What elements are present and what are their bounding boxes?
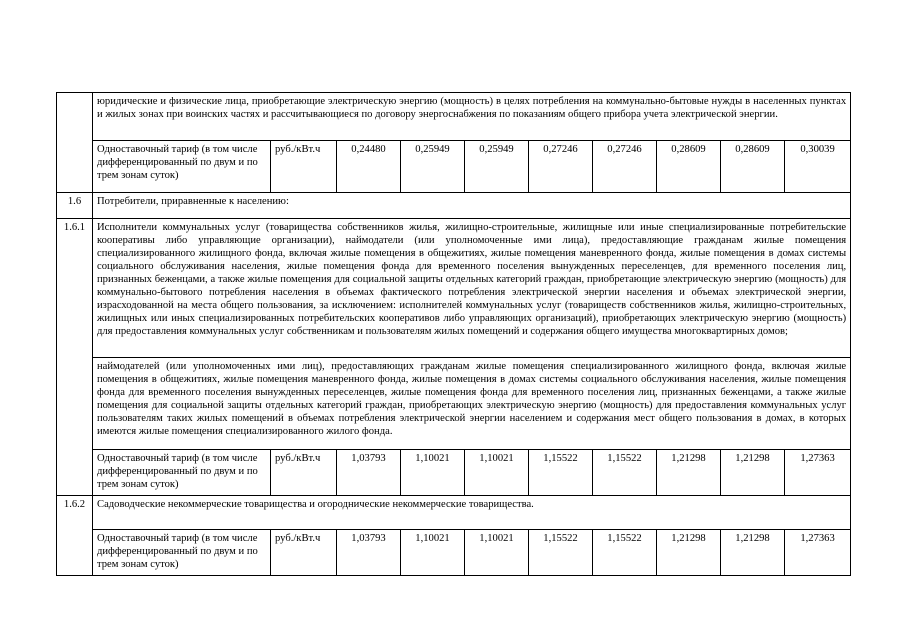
tariff-value: 1,15522: [593, 450, 657, 496]
table-row: [57, 93, 851, 141]
table-row: [57, 219, 851, 358]
tariff-unit: руб./кВт.ч: [271, 141, 337, 193]
tariff-value: 0,24480: [337, 141, 401, 193]
tariff-value: 1,15522: [529, 450, 593, 496]
tariff-value: 1,21298: [721, 450, 785, 496]
tariff-value: 0,27246: [529, 141, 593, 193]
tariff-value: 1,03793: [337, 450, 401, 496]
tariff-label: Одноставочный тариф (в том числе дифференцированный по двум и по трем зонам суток): [93, 141, 271, 193]
tariff-value: 1,21298: [721, 530, 785, 576]
row-number: 1.6.2: [57, 496, 93, 576]
tariff-value: 1,21298: [657, 530, 721, 576]
tariff-unit: руб./кВт.ч: [271, 450, 337, 496]
row-number: 1.6: [57, 193, 93, 219]
tariff-value: 0,30039: [785, 141, 851, 193]
tariff-value: 1,10021: [401, 450, 465, 496]
table-row: [57, 193, 851, 219]
tariff-value: 0,25949: [465, 141, 529, 193]
tariff-value: 1,21298: [657, 450, 721, 496]
tariff-value: 0,28609: [721, 141, 785, 193]
tariff-unit: руб./кВт.ч: [271, 530, 337, 576]
row-description: наймодателей (или уполномоченных ими лиц), предоставляющих гражданам жилые помещения специализированного жилищного фонда, включая жилые помещения в общежитиях, жилые помещения маневренного фонда, жилые помещения в домах системы социального обслуживания населения, жилые помещения фонда для временного поселения вынужденных переселенцев, жилые помещения фонда для временного поселения лиц, признанных беженцами, а также жилые помещения для социальной защиты отдельных категорий граждан, приобретающих электрическую энергию (мощность) для предоставления коммунальных услуг пользователям таких жилых помещений в объемах потребления электрической энергии населением и содержания мест общего пользования в домах, в которых имеются жилые помещения специализированного жилого фонда.: [93, 358, 851, 450]
tariff-value: 0,27246: [593, 141, 657, 193]
tariff-value: 1,15522: [529, 530, 593, 576]
table-row: [57, 450, 851, 496]
table-row: [57, 358, 851, 450]
table-row: [57, 496, 851, 530]
tariff-label: Одноставочный тариф (в том числе дифференцированный по двум и по трем зонам суток): [93, 450, 271, 496]
row-description: Садоводческие некоммерческие товарищества и огороднические некоммерческие товарищества.: [93, 496, 851, 530]
table-row: [57, 530, 851, 576]
tariff-value: 1,15522: [593, 530, 657, 576]
tariff-table: [56, 92, 851, 576]
tariff-value: 1,10021: [465, 450, 529, 496]
tariff-value: 1,27363: [785, 530, 851, 576]
tariff-value: 0,28609: [657, 141, 721, 193]
tariff-value: 0,25949: [401, 141, 465, 193]
tariff-label: Одноставочный тариф (в том числе дифференцированный по двум и по трем зонам суток): [93, 530, 271, 576]
tariff-value: 1,10021: [401, 530, 465, 576]
row-number: 1.6.1: [57, 219, 93, 496]
row-description: Потребители, приравненные к населению:: [93, 193, 851, 219]
row-number: [57, 93, 93, 193]
table-row: [57, 141, 851, 193]
tariff-value: 1,03793: [337, 530, 401, 576]
tariff-value: 1,10021: [465, 530, 529, 576]
row-description: юридические и физические лица, приобретающие электрическую энергию (мощность) в целях потребления на коммунально-бытовые нужды в населенных пунктах и жилых зонах при воинских частях и рассчитывающиеся по договору энергоснабжения по показаниям общего прибора учета электрической энергии.: [93, 93, 851, 141]
row-description: Исполнители коммунальных услуг (товарищества собственников жилья, жилищно-строительные, жилищные или иные специализированные потребительские кооперативы либо управляющие организации), наймодатели (или уполномоченные ими лица), предоставляющие гражданам жилые помещения специализированного жилищного фонда, включая жилые помещения в общежитиях, жилые помещения маневренного фонда, жилые помещения в домах системы социального обслуживания населения, жилые помещения фонда для временного поселения вынужденных переселенцев, для временного поселения лиц, признанных беженцами, а также жилые помещения для социальной защиты отдельных категорий граждан, приобретающие электрическую энергию (мощность) для коммунально-бытового потребления населения в объемах фактического потребления электрической энергии населения и объемах электрической энергии, израсходованной на места общего пользования, за исключением: исполнителей коммунальных услуг (товариществ собственников жилья, жилищно-строительных, жилищных или иных специализированных потребительских кооперативов либо управляющих организаций), приобретающих электрическую энергию (мощность) для предоставления коммунальных услуг собственникам и пользователям жилых помещений и содержания общего имущества многоквартирных домов;: [93, 219, 851, 358]
tariff-value: 1,27363: [785, 450, 851, 496]
